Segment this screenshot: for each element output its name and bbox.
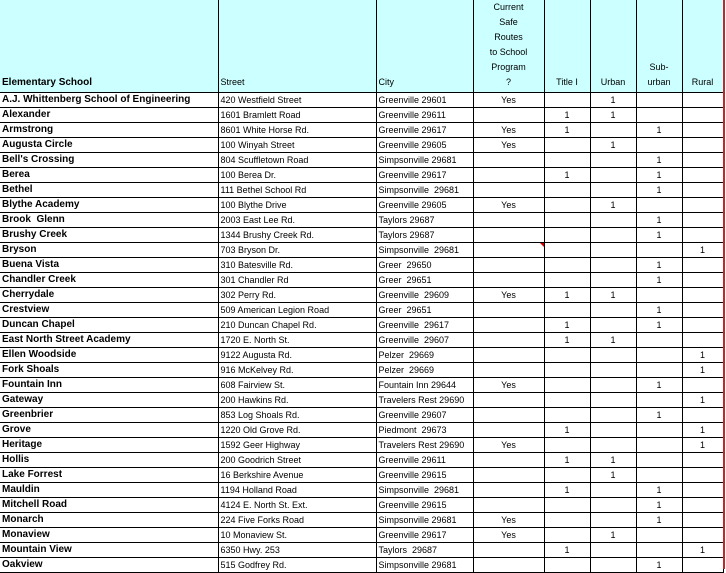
cell-title-i[interactable]: 1	[544, 108, 590, 123]
table-row	[0, 288, 723, 303]
table-row	[0, 483, 723, 498]
cell-urban[interactable]	[590, 558, 636, 573]
cell-srts[interactable]: Yes	[473, 378, 544, 393]
cell-city[interactable]: Greenville 29605	[376, 198, 473, 213]
cell-school[interactable]: Augusta Circle	[0, 138, 218, 153]
table-row	[0, 468, 723, 483]
table-row	[0, 363, 723, 378]
cell-urban[interactable]: 1	[590, 528, 636, 543]
table-row	[0, 348, 723, 363]
header-rural[interactable]: Rural	[682, 0, 723, 93]
cell-srts[interactable]: Yes	[473, 528, 544, 543]
cell-title-i[interactable]	[544, 228, 590, 243]
cell-city[interactable]: Greenville 29615	[376, 498, 473, 513]
cell-rural[interactable]	[682, 93, 723, 108]
cell-street[interactable]: 1592 Geer Highway	[218, 438, 376, 453]
cell-urban[interactable]: 1	[590, 108, 636, 123]
cell-urban[interactable]	[590, 303, 636, 318]
cell-city[interactable]: Piedmont 29673	[376, 423, 473, 438]
cell-srts[interactable]	[473, 333, 544, 348]
cell-srts[interactable]	[473, 273, 544, 288]
cell-urban[interactable]: 1	[590, 288, 636, 303]
cell-rural[interactable]	[682, 378, 723, 393]
cell-street[interactable]: 302 Perry Rd.	[218, 288, 376, 303]
table-row	[0, 213, 723, 228]
cell-title-i[interactable]	[544, 93, 590, 108]
cell-urban[interactable]	[590, 408, 636, 423]
cell-title-i[interactable]	[544, 348, 590, 363]
cell-urban[interactable]	[590, 498, 636, 513]
cell-title-i[interactable]	[544, 258, 590, 273]
cell-city[interactable]: Travelers Rest 29690	[376, 393, 473, 408]
sheet-edge-line	[723, 0, 725, 569]
cell-city[interactable]: Greenville 29617	[376, 528, 473, 543]
table-row	[0, 378, 723, 393]
cell-srts[interactable]	[473, 318, 544, 333]
cell-srts[interactable]: Yes	[473, 513, 544, 528]
cell-street[interactable]: 509 American Legion Road	[218, 303, 376, 318]
cell-suburban[interactable]: 1	[636, 558, 682, 573]
cell-street[interactable]: 6350 Hwy. 253	[218, 543, 376, 558]
table-row	[0, 183, 723, 198]
cell-suburban[interactable]: 1	[636, 228, 682, 243]
cell-street[interactable]: 4124 E. North St. Ext.	[218, 498, 376, 513]
cell-srts[interactable]	[473, 558, 544, 573]
table-row	[0, 438, 723, 453]
cell-suburban[interactable]	[636, 93, 682, 108]
cell-suburban[interactable]	[636, 363, 682, 378]
cell-suburban[interactable]	[636, 288, 682, 303]
cell-title-i[interactable]: 1	[544, 288, 590, 303]
cell-street[interactable]: 9122 Augusta Rd.	[218, 348, 376, 363]
table-row	[0, 333, 723, 348]
cell-suburban[interactable]: 1	[636, 378, 682, 393]
cell-rural[interactable]	[682, 198, 723, 213]
cell-title-i[interactable]: 1	[544, 123, 590, 138]
header-row	[0, 0, 723, 93]
cell-urban[interactable]	[590, 183, 636, 198]
header-srts-program[interactable]: Current Safe Routes to School Program ?	[473, 0, 544, 93]
table-row	[0, 123, 723, 138]
cell-rural[interactable]: 1	[682, 438, 723, 453]
cell-title-i[interactable]: 1	[544, 483, 590, 498]
cell-street[interactable]: 210 Duncan Chapel Rd.	[218, 318, 376, 333]
cell-title-i[interactable]: 1	[544, 333, 590, 348]
cell-school[interactable]: Alexander	[0, 108, 218, 123]
cell-suburban[interactable]	[636, 138, 682, 153]
cell-rural[interactable]	[682, 498, 723, 513]
cell-street[interactable]: 515 Godfrey Rd.	[218, 558, 376, 573]
cell-rural[interactable]: 1	[682, 543, 723, 558]
cell-rural[interactable]: 1	[682, 243, 723, 258]
table-row	[0, 108, 723, 123]
cell-srts[interactable]: Yes	[473, 198, 544, 213]
cell-srts[interactable]	[473, 453, 544, 468]
cell-urban[interactable]	[590, 513, 636, 528]
cell-city[interactable]: Greenville 29607	[376, 333, 473, 348]
cell-urban[interactable]	[590, 273, 636, 288]
cell-urban[interactable]: 1	[590, 468, 636, 483]
cell-title-i[interactable]	[544, 513, 590, 528]
cell-rural[interactable]	[682, 558, 723, 573]
cell-school[interactable]: East North Street Academy	[0, 333, 218, 348]
cell-srts[interactable]	[473, 228, 544, 243]
cell-urban[interactable]	[590, 348, 636, 363]
cell-school[interactable]: Monarch	[0, 513, 218, 528]
cell-urban[interactable]	[590, 423, 636, 438]
cell-school[interactable]: Bethel	[0, 183, 218, 198]
cell-urban[interactable]	[590, 318, 636, 333]
cell-title-i[interactable]: 1	[544, 543, 590, 558]
cell-rural[interactable]: 1	[682, 348, 723, 363]
cell-suburban[interactable]	[636, 108, 682, 123]
cell-school[interactable]: Blythe Academy	[0, 198, 218, 213]
cell-suburban[interactable]: 1	[636, 183, 682, 198]
cell-title-i[interactable]	[544, 408, 590, 423]
header-urban[interactable]: Urban	[590, 0, 636, 93]
cell-street[interactable]: 100 Blythe Drive	[218, 198, 376, 213]
cell-srts[interactable]: Yes	[473, 123, 544, 138]
cell-school[interactable]: A.J. Whittenberg School of Engineering	[0, 93, 218, 108]
cell-school[interactable]: Brook Glenn	[0, 213, 218, 228]
cell-title-i[interactable]	[544, 303, 590, 318]
cell-srts[interactable]	[473, 498, 544, 513]
cell-rural[interactable]	[682, 153, 723, 168]
cell-rural[interactable]	[682, 528, 723, 543]
cell-rural[interactable]	[682, 123, 723, 138]
cell-school[interactable]: Bell's Crossing	[0, 153, 218, 168]
cell-rural[interactable]	[682, 453, 723, 468]
cell-rural[interactable]	[682, 333, 723, 348]
header-city[interactable]: City	[376, 0, 473, 93]
cell-school[interactable]: Duncan Chapel	[0, 318, 218, 333]
cell-city[interactable]: Greenville 29609	[376, 288, 473, 303]
cell-urban[interactable]: 1	[590, 198, 636, 213]
cell-suburban[interactable]	[636, 543, 682, 558]
cell-srts[interactable]	[473, 258, 544, 273]
cell-street[interactable]: 200 Goodrich Street	[218, 453, 376, 468]
cell-srts[interactable]: Yes	[473, 288, 544, 303]
cell-school[interactable]: Lake Forrest	[0, 468, 218, 483]
cell-urban[interactable]: 1	[590, 93, 636, 108]
cell-rural[interactable]	[682, 408, 723, 423]
cell-street[interactable]: 608 Fairview St.	[218, 378, 376, 393]
cell-suburban[interactable]	[636, 453, 682, 468]
cell-urban[interactable]	[590, 438, 636, 453]
cell-school[interactable]: Bryson	[0, 243, 218, 258]
cell-srts[interactable]	[473, 303, 544, 318]
table-row	[0, 528, 723, 543]
cell-title-i[interactable]	[544, 558, 590, 573]
cell-street[interactable]: 853 Log Shoals Rd.	[218, 408, 376, 423]
cell-street[interactable]: 1344 Brushy Creek Rd.	[218, 228, 376, 243]
cell-street[interactable]: 224 Five Forks Road	[218, 513, 376, 528]
cell-street[interactable]: 100 Berea Dr.	[218, 168, 376, 183]
cell-street[interactable]: 1194 Holland Road	[218, 483, 376, 498]
cell-title-i[interactable]: 1	[544, 453, 590, 468]
cell-suburban[interactable]: 1	[636, 498, 682, 513]
cell-rural[interactable]	[682, 273, 723, 288]
table-row	[0, 93, 723, 108]
cell-suburban[interactable]: 1	[636, 153, 682, 168]
cell-srts[interactable]	[473, 348, 544, 363]
cell-rural[interactable]	[682, 213, 723, 228]
cell-city[interactable]: Greenville 29617	[376, 318, 473, 333]
cell-street[interactable]: 703 Bryson Dr.	[218, 243, 376, 258]
cell-suburban[interactable]: 1	[636, 258, 682, 273]
cell-city[interactable]: Taylors 29687	[376, 213, 473, 228]
cell-srts[interactable]	[473, 483, 544, 498]
cell-title-i[interactable]	[544, 378, 590, 393]
cell-rural[interactable]	[682, 168, 723, 183]
cell-street[interactable]: 1720 E. North St.	[218, 333, 376, 348]
cell-urban[interactable]	[590, 483, 636, 498]
cell-city[interactable]: Taylors 29687	[376, 543, 473, 558]
cell-city[interactable]: Simpsonville 29681	[376, 513, 473, 528]
cell-rural[interactable]: 1	[682, 393, 723, 408]
cell-street[interactable]: 301 Chandler Rd	[218, 273, 376, 288]
cell-srts[interactable]: Yes	[473, 438, 544, 453]
cell-urban[interactable]	[590, 258, 636, 273]
cell-school[interactable]: Mountain View	[0, 543, 218, 558]
cell-city[interactable]: Taylors 29687	[376, 228, 473, 243]
cell-street[interactable]: 2003 East Lee Rd.	[218, 213, 376, 228]
cell-srts[interactable]	[473, 543, 544, 558]
cell-suburban[interactable]: 1	[636, 168, 682, 183]
cell-title-i[interactable]	[544, 468, 590, 483]
cell-title-i[interactable]	[544, 198, 590, 213]
cell-suburban[interactable]	[636, 528, 682, 543]
cell-urban[interactable]	[590, 213, 636, 228]
cell-suburban[interactable]	[636, 423, 682, 438]
cell-srts[interactable]	[473, 108, 544, 123]
table-row	[0, 408, 723, 423]
cell-street[interactable]: 1220 Old Grove Rd.	[218, 423, 376, 438]
cell-school[interactable]: Chandler Creek	[0, 273, 218, 288]
cell-title-i[interactable]	[544, 138, 590, 153]
cell-rural[interactable]	[682, 483, 723, 498]
cell-city[interactable]: Greenville 29605	[376, 138, 473, 153]
cell-city[interactable]: Greenville 29611	[376, 453, 473, 468]
table-row	[0, 138, 723, 153]
cell-title-i[interactable]	[544, 498, 590, 513]
cell-suburban[interactable]	[636, 438, 682, 453]
cell-school[interactable]: Fork Shoals	[0, 363, 218, 378]
cell-rural[interactable]	[682, 303, 723, 318]
cell-rural[interactable]: 1	[682, 363, 723, 378]
cell-title-i[interactable]	[544, 183, 590, 198]
cell-city[interactable]: Greenville 29617	[376, 123, 473, 138]
cell-urban[interactable]: 1	[590, 333, 636, 348]
cell-city[interactable]: Pelzer 29669	[376, 348, 473, 363]
cell-suburban[interactable]: 1	[636, 408, 682, 423]
cell-city[interactable]: Greenville 29601	[376, 93, 473, 108]
table-row	[0, 393, 723, 408]
cell-title-i[interactable]: 1	[544, 423, 590, 438]
cell-rural[interactable]	[682, 108, 723, 123]
cell-rural[interactable]	[682, 318, 723, 333]
header-title-i[interactable]: Title I	[544, 0, 590, 93]
cell-urban[interactable]	[590, 168, 636, 183]
cell-street[interactable]: 8601 White Horse Rd.	[218, 123, 376, 138]
cell-city[interactable]: Simpsonville 29681	[376, 243, 473, 258]
cell-street[interactable]: 804 Scuffletown Road	[218, 153, 376, 168]
cell-suburban[interactable]	[636, 393, 682, 408]
cell-rural[interactable]	[682, 138, 723, 153]
cell-rural[interactable]	[682, 183, 723, 198]
header-street[interactable]: Street	[218, 0, 376, 93]
cell-suburban[interactable]: 1	[636, 483, 682, 498]
cell-suburban[interactable]	[636, 333, 682, 348]
cell-school[interactable]: Greenbrier	[0, 408, 218, 423]
table-row	[0, 198, 723, 213]
table-row	[0, 273, 723, 288]
table-row	[0, 498, 723, 513]
cell-school[interactable]: Berea	[0, 168, 218, 183]
cell-school[interactable]: Fountain Inn	[0, 378, 218, 393]
table-row	[0, 453, 723, 468]
cell-street[interactable]: 1601 Bramlett Road	[218, 108, 376, 123]
cell-urban[interactable]	[590, 228, 636, 243]
cell-title-i[interactable]	[544, 528, 590, 543]
cell-title-i[interactable]	[544, 243, 590, 258]
cell-urban[interactable]: 1	[590, 453, 636, 468]
table-row	[0, 543, 723, 558]
cell-title-i[interactable]	[544, 438, 590, 453]
cell-street[interactable]: 916 McKelvey Rd.	[218, 363, 376, 378]
cell-suburban[interactable]	[636, 198, 682, 213]
cell-school[interactable]: Gateway	[0, 393, 218, 408]
cell-rural[interactable]: 1	[682, 423, 723, 438]
cell-city[interactable]: Greenville 29607	[376, 408, 473, 423]
cell-urban[interactable]	[590, 543, 636, 558]
cell-urban[interactable]	[590, 363, 636, 378]
cell-school[interactable]: Mauldin	[0, 483, 218, 498]
cell-street[interactable]: 16 Berkshire Avenue	[218, 468, 376, 483]
table-row	[0, 153, 723, 168]
cell-rural[interactable]	[682, 288, 723, 303]
cell-school[interactable]: Brushy Creek	[0, 228, 218, 243]
cell-title-i[interactable]	[544, 213, 590, 228]
cell-city[interactable]: Fountain Inn 29644	[376, 378, 473, 393]
cell-suburban[interactable]	[636, 348, 682, 363]
table-row	[0, 228, 723, 243]
cell-urban[interactable]	[590, 123, 636, 138]
table-body	[0, 93, 723, 573]
cell-srts[interactable]	[473, 153, 544, 168]
cell-street[interactable]: 100 Winyah Street	[218, 138, 376, 153]
cell-city[interactable]: Greer 29651	[376, 273, 473, 288]
cell-suburban[interactable]	[636, 468, 682, 483]
cell-suburban[interactable]: 1	[636, 213, 682, 228]
cell-srts[interactable]	[473, 423, 544, 438]
cell-city[interactable]: Greenville 29611	[376, 108, 473, 123]
cell-suburban[interactable]: 1	[636, 123, 682, 138]
cell-srts[interactable]	[473, 168, 544, 183]
table-row	[0, 318, 723, 333]
cell-school[interactable]: Oakview	[0, 558, 218, 573]
cell-city[interactable]: Greenville 29617	[376, 168, 473, 183]
cell-suburban[interactable]: 1	[636, 318, 682, 333]
cell-suburban[interactable]	[636, 243, 682, 258]
cell-school[interactable]: Cherrydale	[0, 288, 218, 303]
cell-srts[interactable]: Yes	[473, 93, 544, 108]
cell-city[interactable]: Greer 29651	[376, 303, 473, 318]
cell-title-i[interactable]: 1	[544, 318, 590, 333]
cell-city[interactable]: Pelzer 29669	[376, 363, 473, 378]
cell-school[interactable]: Crestview	[0, 303, 218, 318]
cell-school[interactable]: Hollis	[0, 453, 218, 468]
cell-title-i[interactable]	[544, 153, 590, 168]
cell-city[interactable]: Greenville 29615	[376, 468, 473, 483]
cell-title-i[interactable]	[544, 273, 590, 288]
cell-urban[interactable]: 1	[590, 138, 636, 153]
cell-school[interactable]: Buena Vista	[0, 258, 218, 273]
cell-rural[interactable]	[682, 513, 723, 528]
cell-school[interactable]: Heritage	[0, 438, 218, 453]
cell-school[interactable]: Grove	[0, 423, 218, 438]
table-row	[0, 558, 723, 573]
cell-school[interactable]: Monaview	[0, 528, 218, 543]
cell-title-i[interactable]	[544, 363, 590, 378]
cell-city[interactable]: Simpsonville 29681	[376, 558, 473, 573]
cell-rural[interactable]	[682, 258, 723, 273]
cell-suburban[interactable]: 1	[636, 303, 682, 318]
cell-urban[interactable]	[590, 153, 636, 168]
cell-city[interactable]: Simpsonville 29681	[376, 483, 473, 498]
cell-school[interactable]: Mitchell Road	[0, 498, 218, 513]
cell-street[interactable]: 420 Westfield Street	[218, 93, 376, 108]
cell-street[interactable]: 10 Monaview St.	[218, 528, 376, 543]
header-elementary-school[interactable]: Elementary School	[0, 0, 218, 93]
table-row	[0, 168, 723, 183]
cell-suburban[interactable]: 1	[636, 273, 682, 288]
cell-srts[interactable]	[473, 363, 544, 378]
cell-urban[interactable]	[590, 243, 636, 258]
cell-rural[interactable]	[682, 468, 723, 483]
cell-city[interactable]: Simpsonville 29681	[376, 153, 473, 168]
cell-street[interactable]: 310 Batesville Rd.	[218, 258, 376, 273]
cell-urban[interactable]	[590, 393, 636, 408]
cell-srts[interactable]	[473, 408, 544, 423]
cell-srts[interactable]: Yes	[473, 138, 544, 153]
cell-school[interactable]: Ellen Woodside	[0, 348, 218, 363]
cell-title-i[interactable]: 1	[544, 168, 590, 183]
table-row	[0, 303, 723, 318]
cell-urban[interactable]	[590, 378, 636, 393]
cell-srts[interactable]	[473, 183, 544, 198]
cell-street[interactable]: 200 Hawkins Rd.	[218, 393, 376, 408]
cell-city[interactable]: Greer 29650	[376, 258, 473, 273]
table-row	[0, 513, 723, 528]
table-row	[0, 243, 723, 258]
cell-rural[interactable]	[682, 228, 723, 243]
cell-street[interactable]: 111 Bethel School Rd	[218, 183, 376, 198]
cell-srts[interactable]	[473, 213, 544, 228]
cell-title-i[interactable]	[544, 393, 590, 408]
cell-city[interactable]: Simpsonville 29681	[376, 183, 473, 198]
cell-srts[interactable]	[473, 468, 544, 483]
table-row	[0, 423, 723, 438]
cell-srts[interactable]	[473, 243, 544, 258]
cell-city[interactable]: Travelers Rest 29690	[376, 438, 473, 453]
cell-suburban[interactable]: 1	[636, 513, 682, 528]
table-row	[0, 258, 723, 273]
cell-srts[interactable]	[473, 393, 544, 408]
cell-school[interactable]: Armstrong	[0, 123, 218, 138]
header-suburban[interactable]: Sub- urban	[636, 0, 682, 93]
